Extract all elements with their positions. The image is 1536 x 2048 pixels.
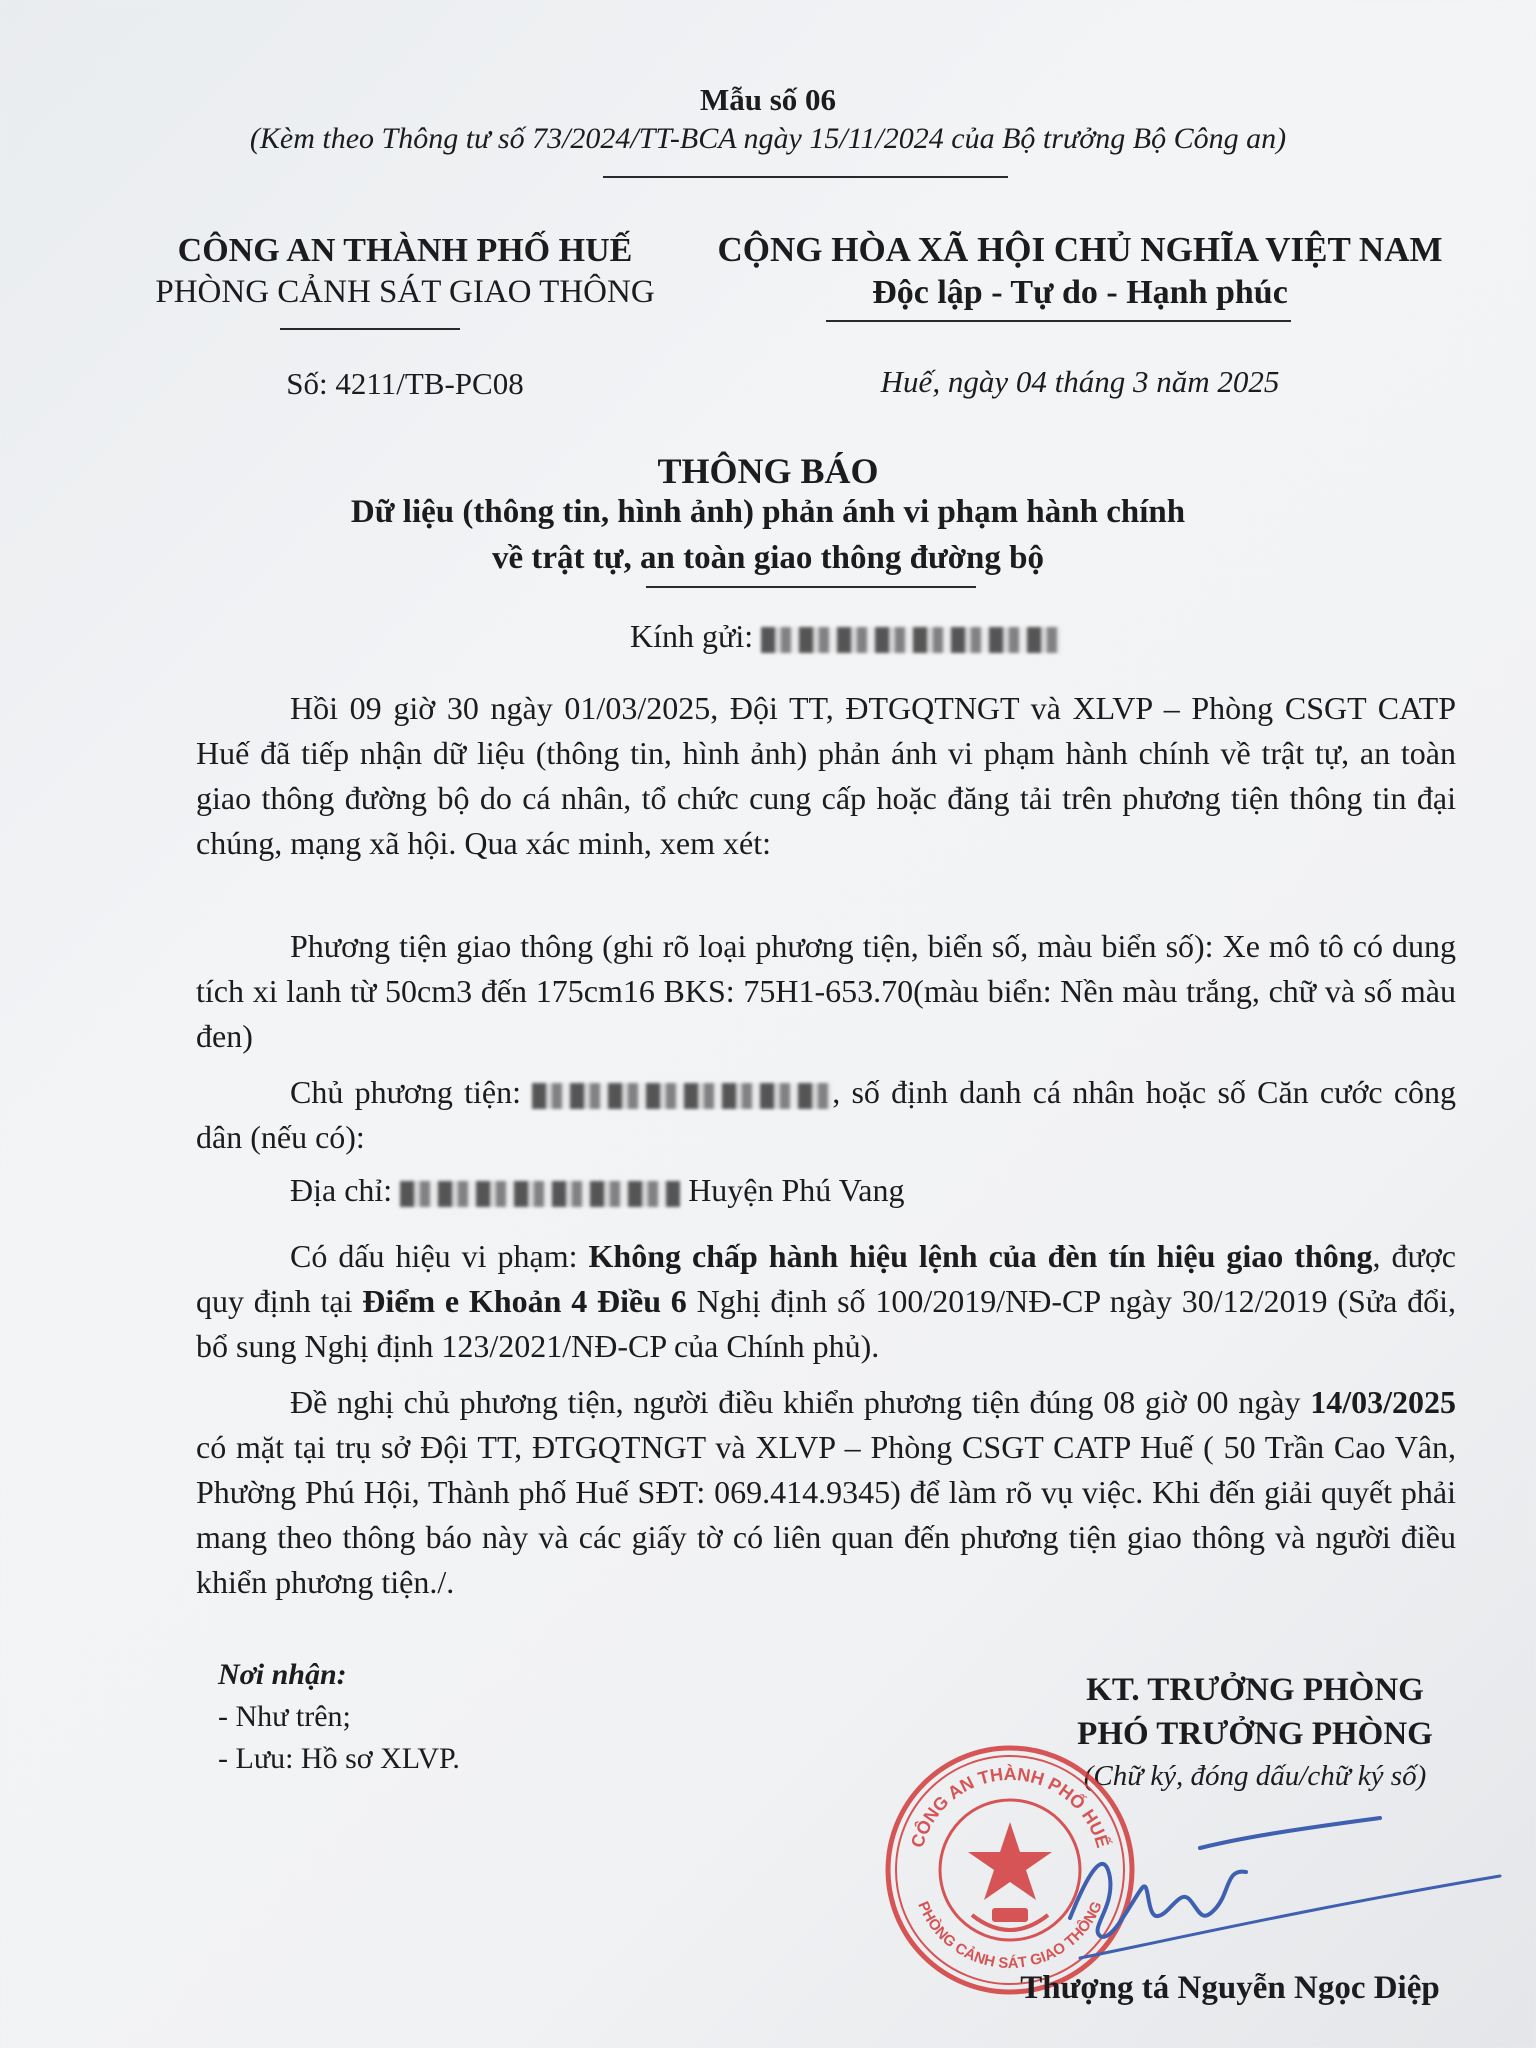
request-suffix: có mặt tại trụ sở Đội TT, ĐTGQTNGT và XLVP – Phòng CSGT CATP Huế ( 50 Trần Cao Vân, Phường Phú Hội, Thành phố Huế SĐT: 069.414.9345) để làm rõ vụ việc. Khi đến giải quyết phải mang theo thông báo này và các giấy tờ có liên quan đến phương tiện giao thông và người điều khiển phương tiện./. (196, 1429, 1456, 1600)
seal-text-bottom: PHÒNG CẢNH SÁT GIAO THÔNG (914, 1898, 1106, 1973)
recipient-label: Kính gửi: (630, 618, 762, 654)
owner-label: Chủ phương tiện: (290, 1074, 521, 1110)
violation-suffix: Nghị định số 100/2019/NĐ-CP ngày 30/12/2019 (Sửa đổi, bổ sung Nghị định 123/2021/NĐ-CP của Chính phủ). (196, 1283, 1456, 1364)
nation-name: CỘNG HÒA XÃ HỘI CHỦ NGHĨA VIỆT NAM (717, 230, 1443, 269)
notice-subtitle-line2: về trật tự, an toàn giao thông đường bộ (491, 540, 1044, 576)
recipients-item: - Lưu: Hồ sơ XLVP. (218, 1742, 460, 1775)
form-reference: (Kèm theo Thông tư số 73/2024/TT-BCA ngày 15/11/2024 của Bộ trưởng Bộ Công an) (249, 122, 1287, 155)
paragraph-owner (196, 1070, 1456, 1160)
document-number: Số: 4211/TB-PC08 (286, 366, 524, 401)
notice-subtitle-line1: Dữ liệu (thông tin, hình ảnh) phản ánh vi phạm hành chính (350, 494, 1186, 530)
signer-title: KT. TRƯỞNG PHÒNG (1086, 1672, 1424, 1708)
signature-note: (Chữ ký, đóng dấu/chữ ký số) (1083, 1760, 1427, 1792)
violation-prefix: Có dấu hiệu vi phạm: (290, 1238, 589, 1274)
notice-title: THÔNG BÁO (657, 451, 879, 491)
owner-rest: , số định danh cá nhân hoặc số Căn cước công dân (nếu có): (196, 1074, 1457, 1155)
issuing-agency: CÔNG AN THÀNH PHỐ HUẾ (177, 232, 633, 269)
national-motto: Độc lập - Tự do - Hạnh phúc (872, 274, 1288, 311)
redacted-address (400, 1181, 680, 1207)
divider (280, 328, 460, 330)
recipients-item: - Như trên; (218, 1700, 351, 1733)
divider (826, 320, 1291, 322)
paragraph-address (290, 1168, 1390, 1213)
paragraph-vehicle: Phương tiện giao thông (ghi rõ loại phương tiện, biển số, màu biển số): Xe mô tô có dung tích xi lanh từ 50cm3 đến 175cm16 BKS: 75H1-653.70(màu biển: Nền màu trắng, chữ và số màu đen) (196, 928, 1456, 1054)
signer-name: Thượng tá Nguyễn Ngọc Diệp (1020, 1970, 1440, 2006)
paragraph-request (196, 1380, 1456, 1605)
issuing-department: PHÒNG CẢNH SÁT GIAO THÔNG (155, 274, 655, 310)
request-prefix: Đề nghị chủ phương tiện, người điều khiển phương tiện đúng 08 giờ 00 ngày (290, 1384, 1311, 1420)
redacted-owner-name (532, 1083, 832, 1109)
handwritten-signature (1050, 1808, 1510, 1968)
recipients-title: Nơi nhận: (218, 1658, 347, 1691)
place-date: Huế, ngày 04 tháng 3 năm 2025 (880, 364, 1280, 399)
paragraph-violation (196, 1234, 1456, 1369)
violation-clause: Điểm e Khoản 4 Điều 6 (362, 1283, 687, 1319)
address-label: Địa chỉ: (290, 1172, 393, 1208)
violation-mid: , được quy định tại (196, 1238, 1456, 1319)
divider (646, 586, 976, 588)
paragraph-intro: Hồi 09 giờ 30 ngày 01/03/2025, Đội TT, ĐTGQTNGT và XLVP – Phòng CSGT CATP Huế đã tiếp nhận dữ liệu (thông tin, hình ảnh) phản ánh vi phạm hành chính về trật tự, an toàn giao thông đường bộ do cá nhân, tổ chức cung cấp hoặc đăng tải trên phương tiện thông tin đại chúng, mạng xã hội. Qua xác minh, xem xét: (196, 690, 1456, 861)
address-rest: Huyện Phú Vang (688, 1172, 905, 1208)
seal-text-top: CÔNG AN THÀNH PHỐ HUẾ (907, 1763, 1113, 1850)
violation-description: Không chấp hành hiệu lệnh của đèn tín hiệu giao thông (588, 1238, 1373, 1274)
signer-position: PHÓ TRƯỞNG PHÒNG (1077, 1716, 1433, 1752)
recipient-line (630, 618, 1061, 655)
redacted-recipient (761, 627, 1061, 653)
appointment-date: 14/03/2025 (1310, 1384, 1456, 1420)
divider (603, 176, 1008, 178)
form-number: Mẫu số 06 (699, 82, 837, 117)
